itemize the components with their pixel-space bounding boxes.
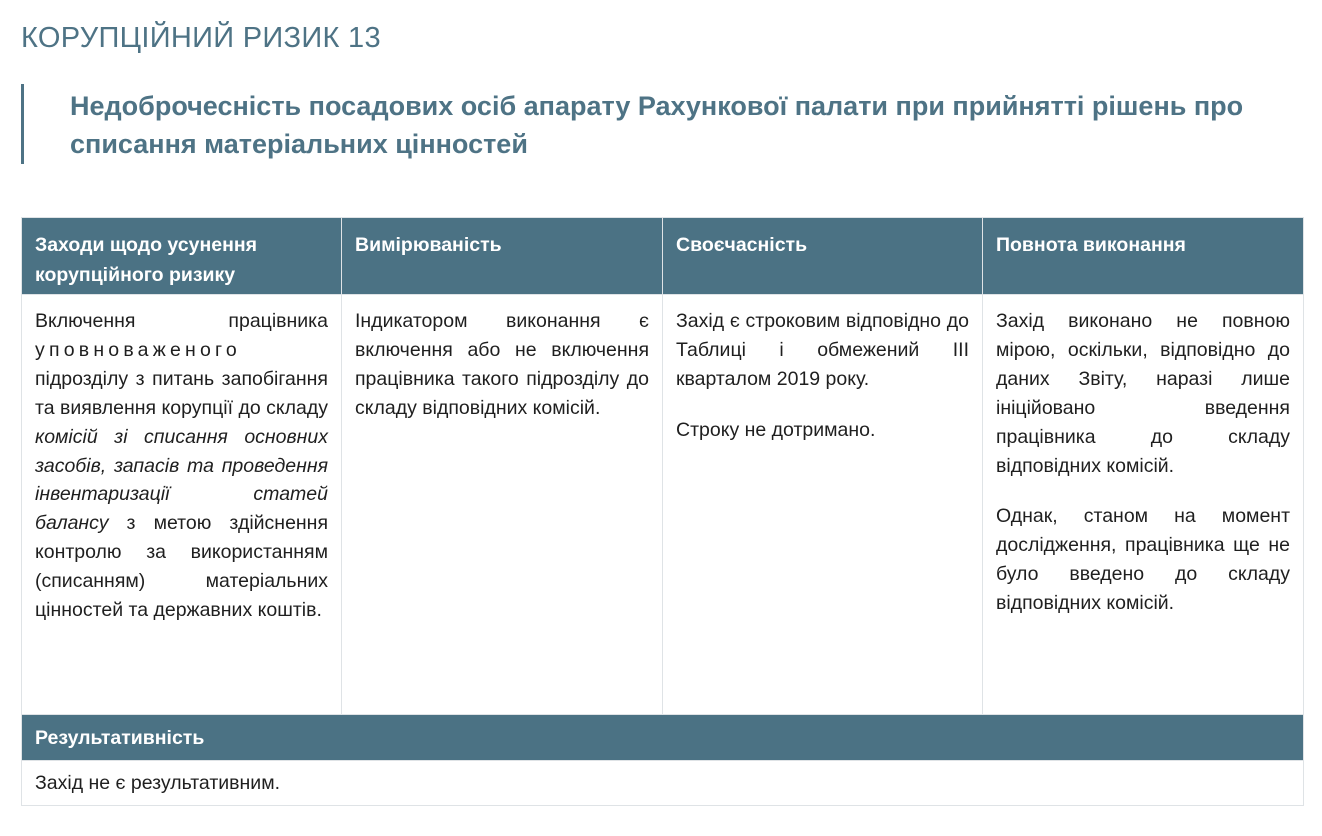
table-row <box>22 295 1304 715</box>
completeness-cell <box>983 295 1304 715</box>
header-measures: Заходи щодо усунення корупційного ризику <box>22 218 342 295</box>
measures-text-3: підрозділу з питань запобігання та виявлення корупції до складу <box>35 367 328 419</box>
result-header-row <box>22 715 1304 761</box>
timeliness-cell <box>663 295 983 715</box>
timeliness-text-2: Строку не дотримано. <box>676 418 876 441</box>
measures-cell <box>22 295 342 715</box>
header-completeness: Повнота виконання <box>983 218 1304 295</box>
risk-title-block <box>21 84 1309 164</box>
measures-text-2: уповноваженого <box>35 338 241 361</box>
risk-label: КОРУПЦІЙНИЙ РИЗИК 13 <box>21 22 381 54</box>
header-timeliness: Своєчасність <box>663 218 983 295</box>
completeness-text-1: Захід виконано не повною мірою, оскільки, відповідно до даних Звіту, наразі лише ініційовано введення працівника до складу відповідних комісій. <box>996 310 1290 477</box>
risk-assessment-table <box>21 217 1304 806</box>
result-text: Захід не є результативним. <box>22 761 1304 806</box>
result-row <box>22 761 1304 806</box>
measurability-text: Індикатором виконання є включення або не включення працівника такого підрозділу до складу відповідних комісій. <box>355 310 649 419</box>
completeness-text-2: Однак, станом на момент дослідження, працівника ще не було введено до складу відповідних комісій. <box>996 505 1290 615</box>
measures-italic-text: комісій зі списання основних засобів, запасів та проведення інвентаризації статей балансу <box>35 425 328 535</box>
result-header: Результативність <box>22 715 1304 761</box>
measures-text-4: з метою здійснення контролю за використанням (списанням) матеріальних цінностей та державних коштів. <box>35 512 329 622</box>
table-header-row <box>22 218 1304 295</box>
measures-text-1: Включення працівника <box>35 310 328 332</box>
timeliness-text-1: Захід є строковим відповідно до Таблиці і обмежений III кварталом 2019 року. <box>676 310 969 390</box>
measurability-cell <box>342 295 663 715</box>
header-measurability: Вимірюваність <box>342 218 663 295</box>
risk-title: Недоброчесність посадових осіб апарату Рахункової палати при прийнятті рішень про списання матеріальних цінностей <box>70 91 1244 159</box>
